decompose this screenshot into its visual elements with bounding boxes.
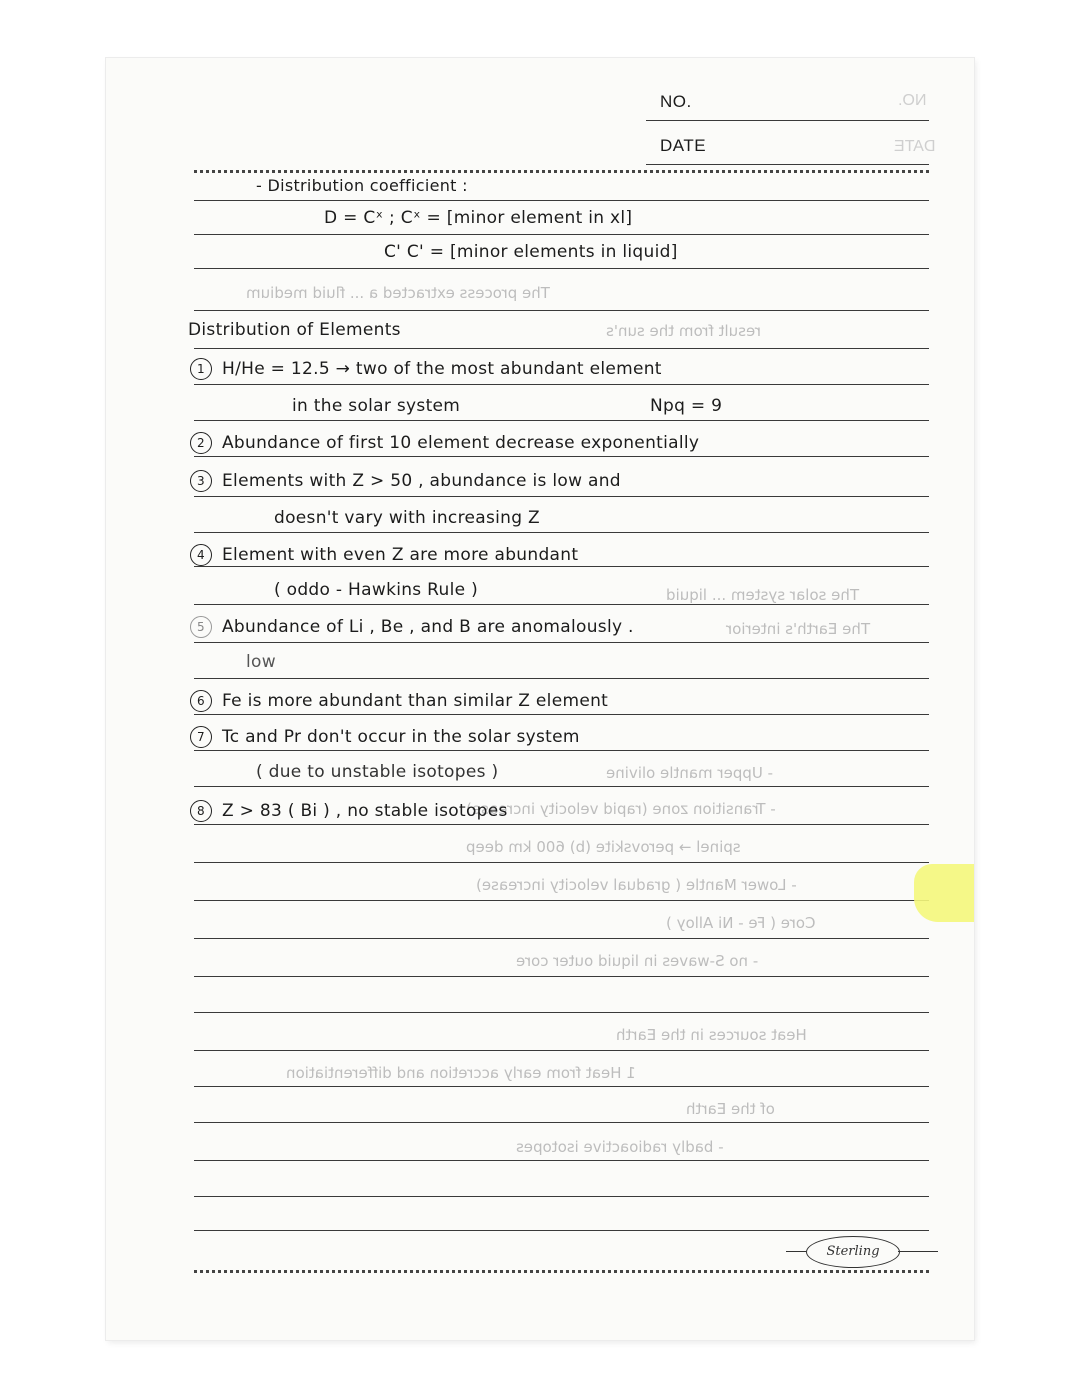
rule-21: [194, 938, 929, 939]
item-number: 6: [190, 690, 212, 712]
rule-4: [194, 310, 929, 311]
rule-9: [194, 496, 929, 497]
item-number: 7: [190, 726, 212, 748]
bleed-line: - Transition zone (rapid velocity increase): [466, 800, 776, 818]
note-item: [190, 726, 580, 748]
logo-rule-right: [898, 1251, 938, 1252]
rule-25: [194, 1086, 929, 1087]
ghost-no-label: NO.: [898, 92, 927, 109]
note-item: [190, 616, 634, 638]
rule-12: [194, 604, 929, 605]
note-text: Abundance of Li , Be , and B are anomalously .: [222, 617, 634, 637]
note-text: Z > 83 ( Bi ) , no stable isotopes: [222, 801, 508, 821]
note-item: [190, 432, 699, 454]
rule-18: [194, 824, 929, 825]
rule-3: [194, 268, 929, 269]
note-text: Element with even Z are more abundant: [222, 545, 579, 565]
date-label: DATE: [660, 136, 707, 155]
bleed-line: The process extracted a ... fluid medium: [246, 284, 550, 302]
rule-26: [194, 1122, 929, 1123]
rule-5: [194, 348, 929, 349]
bleed-line: Heat sources in the Earth: [616, 1026, 807, 1044]
bleed-line: Core ( Fe - Ni Alloy ): [666, 914, 816, 932]
rule-8: [194, 456, 929, 457]
rule-27: [194, 1160, 929, 1161]
bleed-line: - Lower Mantle ( gradual velocity increase): [476, 876, 797, 894]
rule-20: [194, 900, 929, 901]
item-number: 3: [190, 470, 212, 492]
bleed-line: spinel → perovskite (b) 600 km deep: [466, 838, 741, 856]
note-text: Elements with Z > 50 , abundance is low and: [222, 471, 621, 491]
note-text: Abundance of first 10 element decrease exponentially: [222, 433, 700, 453]
note-line: - Distribution coefficient :: [256, 176, 468, 195]
bottom-dotted-rule: [194, 1270, 929, 1273]
bleed-line: - Upper mantle olivine: [606, 764, 774, 782]
rule-11: [194, 566, 929, 567]
rule-7: [194, 420, 929, 421]
rule-17: [194, 786, 929, 787]
bleed-line: result from the sun's: [606, 322, 762, 340]
section-heading: Distribution of Elements: [188, 320, 401, 340]
note-text: Fe is more abundant than similar Z element: [222, 691, 609, 711]
notebook-page: [106, 58, 974, 1340]
item-number: 1: [190, 358, 212, 380]
rule-28: [194, 1196, 929, 1197]
no-rule: [646, 120, 929, 121]
rule-10: [194, 532, 929, 533]
rule-15: [194, 714, 929, 715]
note-line: doesn't vary with increasing Z: [274, 508, 540, 528]
note-line: Npq = 9: [650, 396, 723, 416]
rule-29: [194, 1230, 929, 1231]
bleed-line: The Earth's interior: [726, 620, 871, 638]
note-item: [190, 690, 608, 712]
sterling-logo: Sterling: [806, 1236, 900, 1268]
item-number: 8: [190, 800, 212, 822]
note-line: ( oddo - Hawkins Rule ): [274, 580, 479, 600]
rule-2: [194, 234, 929, 235]
rule-13: [194, 642, 929, 643]
rule-23: [194, 1012, 929, 1013]
rule-16: [194, 750, 929, 751]
item-number: 4: [190, 544, 212, 566]
rule-22: [194, 976, 929, 977]
note-line: D = Cˣ ; Cˣ = [minor element in xl]: [324, 208, 633, 228]
note-item: [190, 470, 621, 492]
no-label: NO.: [660, 92, 692, 111]
note-item: [190, 800, 508, 822]
bleed-line: - no S-waves in liquid outer core: [516, 952, 759, 970]
item-number: 2: [190, 432, 212, 454]
top-dotted-rule: [194, 170, 929, 173]
note-text: H/He = 12.5 → two of the most abundant element: [222, 359, 662, 379]
highlighter-mark: [914, 864, 974, 922]
item-number: 5: [190, 616, 212, 638]
rule-14: [194, 678, 929, 679]
note-line: ( due to unstable isotopes ): [256, 762, 499, 782]
rule-1: [194, 200, 929, 201]
note-line: in the solar system: [292, 396, 461, 416]
bleed-line: 1 Heat from early accretion and differentiation: [286, 1064, 636, 1082]
note-item: [190, 544, 578, 566]
rule-6: [194, 384, 929, 385]
note-line: C' C' = [minor elements in liquid]: [384, 242, 678, 262]
bleed-line: of the Earth: [686, 1100, 775, 1118]
note-line: low: [246, 652, 276, 672]
bleed-line: The solar system ... liquid: [666, 586, 860, 604]
note-item: [190, 358, 662, 380]
rule-24: [194, 1050, 929, 1051]
note-text: Tc and Pr don't occur in the solar system: [222, 727, 580, 747]
ghost-date-label: DATE: [894, 138, 936, 155]
rule-19: [194, 862, 929, 863]
logo-rule-left: [786, 1251, 806, 1252]
date-rule: [646, 164, 929, 165]
bleed-line: - badly radioactive isotopes: [516, 1138, 724, 1156]
